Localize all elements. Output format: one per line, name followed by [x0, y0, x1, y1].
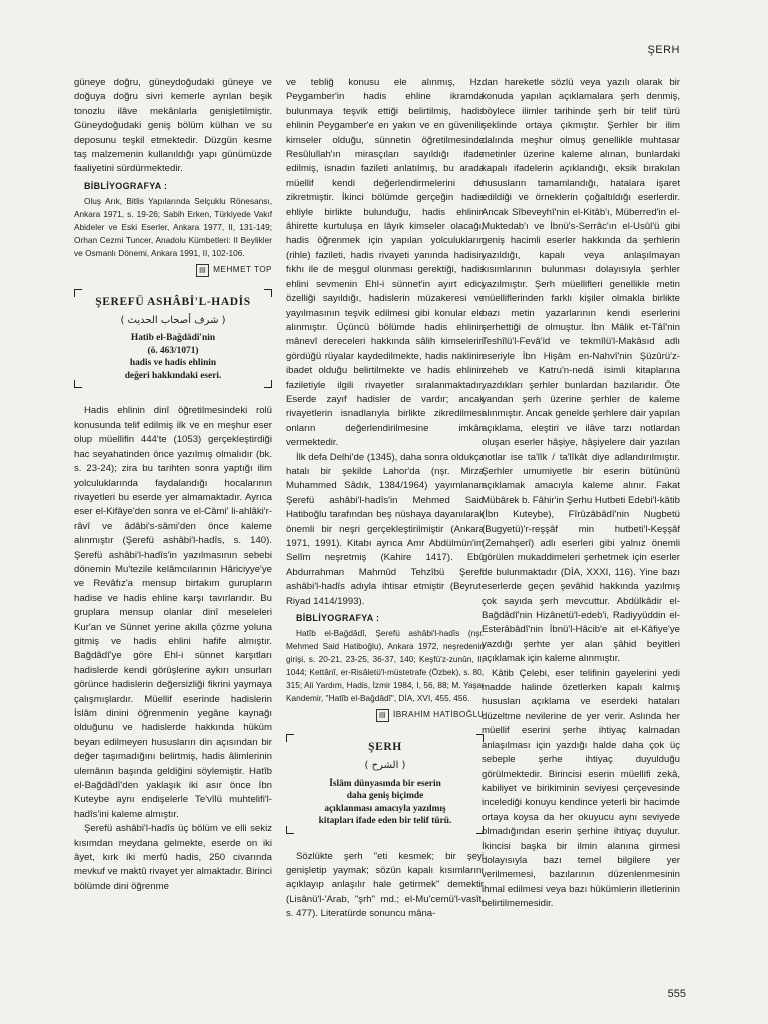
paragraph: Hadis ehlinin dinî öğretilmesindeki rolü konusunda telif edilmiş ilk ve en meşhur eser olup müellifin 444'te (1053) gerçekleştirdiği hac seyahatinden önce yazılmış olmalıdır (bk. s. 23-24); zira bu tarihten sonra yaptığı ilim yolculuklarında faydalandığı hocalarının rivayetleri bu eserde yer almamaktadır. Ayrıca eser el-Kifâye'den sonra ve el-Câmi' li-ahlâki'r-râvî ve âdâbi's-sâmi'den önce kaleme alınmıştır (Şerefü ashâbi'l-hadîs, s. 140). Şerefü ashâbi'l-hadîs'in yazılmasının sebebi dönemin Mu'tezile kelâmcılarının Hâriciyye'ye ve Revâfız'a mensup birtakım gurupların hadise ve hadis ehline karşı tavırlarıdır. Bu gruplara mensup olanlar dinî meseleleri Kur'an ve Sünnet yerine akılla çözme yoluna gitmiş ve hadis ehlini hafife almıştır. Bağdâdî'ye göre Ehl-i sünnet karşıtları hadislerde kendi görüşlerine aykırı unsurları görünce hadislerin değersizliği fikrini yaymaya çalışmışlardır. Müellif eserinde hadislerin İslâm dinini öğrenmenin yegâne kaynağı olduğunu ve hadislerde hakkında hüküm beyan edilmeyen hususların din açısından bir değer taşımadığını belirtmiş, hadis âlimlerinin ulemânın başında geldiğini söylemiştir. Hatîb el-Bağdâdî'den yaklaşık iki asır önce İbn Kuteybe aynı endişelerle Te'vîlü muhtelifi'l-hadîs'ini kaleme almıştır.: [74, 405, 272, 820]
entry-subtitle-line: daha geniş biçimde: [346, 791, 424, 802]
entry-subtitle-line: kitapları ifade eden bir telif türü.: [318, 816, 452, 827]
entry-header: [286, 734, 484, 834]
entry-title: ŞEREFÜ ASHÂBİ'L-HADİS: [95, 295, 251, 308]
entry-subtitle-line: değeri hakkındaki eseri.: [124, 370, 222, 381]
bibliography-heading: BİBLİYOGRAFYA :: [84, 180, 168, 191]
encyclopedia-logo-icon: ▤: [376, 709, 389, 722]
entry-header: [74, 289, 272, 389]
entry-arabic-title: ( شرف أصحاب الحديث ): [120, 315, 226, 327]
author-signature: [286, 707, 484, 721]
entry-subtitle-line: hadis ve hadis ehlinin: [129, 358, 217, 369]
bibliography: Oluş Arık, Bitlis Yapılarında Selçuklu Rönesansı, Ankara 1971, s. 19-26; Sabih Erken, Türkiyede Vakıf Abideler ve Eski Eserler, Ankara 1977, II, 131-149; Orhan Cezmi Tuncer, Anadolu Kümbetleri: II Beylikler ve Osmanlı Dönemi, Ankara 1991, II, 102-106.: [74, 196, 272, 259]
paragraph: güneye doğru, güneydoğudaki güneye ve doğuya doğru sivri kemerle ayrılan beşik tonozlu ilâve mekânlarla genişletilmiştir. Güneydoğudaki geniş bölüm külhan ve su deposunu teşkil etmektedir. Düzgün kesme taş malzemenin kullanıldığı yapı günümüzde faaliyetini sürdürmektedir.: [74, 77, 272, 175]
column-3: [482, 76, 680, 912]
paragraph: dan hareketle sözlü veya yazılı olarak bir konuda yapılan açıklamalara şerh denmiş, böylece ilimler tarihinde şerh bir telif türü şeklinde ortaya çıkmıştır. Şerhler bir ilim dalında meşhur olmuş genellikle muhtasar metinler üzerine kaleme alınan, bunlardaki kapalı ifadelerin açıklandığı, eksik bırakılan hususların tamamlandığı, hatalara işaret edildiği ve örneklerin çoğaltıldığı eserlerdir. Ancak Sîbeveyhî'nin el-Kitâb'ı, Müberred'in el-Muktedab'ı ve İbnü's-Serrâc'ın el-Usûl'ü gibi geniş hacimli eserler hakkında da şerhlerin yazıldığı, kapalı veya anlaşılmayan kısımlarının bulunması dolayısıyla şerhler yazılmıştır. Şerh müellifleri genellikle metin müelliflerinden farklı kişiler olmakla birlikte bazı metin yazarlarının kendi eserlerini şerhettiği de olmuştur. İbn Mâlik et-Tâî'nin Teshîlü'l-Fevâ'id ve tekmîlü'l-Makâsıd adlı eseriyle İbn Hişâm en-Nahvî'nin Şüzûrü'z-zeheb ve Katru'n-nedâ isimli kitaplarına yazdıkları şerhler bunlardan bazılarıdır. Öte yandan şerh üzerine şerhler de kaleme alınmıştır. Ancak genelde şerhlere dair yapılan açıklama, eleştiri ve ilâve tarzı notlardan oluşan eserler hâşiye, hâşiyelere dair yazılan notlar ise ta'lîk / ta'lîkât diye adlandırılmıştır. Şerhler umumiyetle bir eserin bütününü açıklamak amacıyla kaleme alınır. Fakat Mübârek b. Fâhir'in Şerhu Hutbeti Edebi'l-kâtib (İbn Kuteybe), Fîrûzâbâdî'nin Nugbetü (Bugyetü)'r-reşşâf min hutbeti'l-Keşşâf (Zemahşerî) adlı eserleri gibi yalnız önemli görülen mukaddimeleri şerhetmek için eserler de bulunmaktadır (DİA, XXXI, 116). Yine bazı eserlerde geçen şevâhid hakkında yazılmış çok sayıda şerh mevcuttur. Abdülkâdir el-Bağdâdî'nin Hizânetü'l-edeb'i, Radiyyüddin el-Esterâbâdî'nin İbnü'l-Hâcib'e ait el-Kâfiye'ye yazdığı şerhte yer alan şâhid beyitleri açıklamak için kaleme alınmıştır.: [482, 77, 680, 665]
bibliography: Hatîb el-Bağdâdî, Şerefü ashâbi'l-hadîs (nşr. Mehmed Said Hatiboğlu), Ankara 1972, neşredenin girişi, s. 20-21, 23-25, 36-37, 140; Keşfü'z-zunûn, II, 1044; Kettânî, er-Risâletü'l-müstetrafe (Özbek), s. 80, 315; Ali Yardım, Hadis, İzmir 1984, I, 56, 88; M. Yaşar Kandemir, "Hatîb el-Bağdâdî", DİA, XVI, 455, 456.: [286, 628, 484, 704]
running-head: ŞERH: [647, 44, 680, 56]
paragraph: ve tebliğ konusu ele alınmış, Hz. Peygamber'in hadis ehline ikramda bulunmaya teşvik ettiği belirtilmiş, hadis ehlinin Peygamber'e en yakın ve en güvenilir kimseler olduğu, sünnetin öğretilmesinde Resûlullah'ın mirasçıları sayıldığı ifade edilmiş, isnadın fazileti anlatılmış, bu arada müellif kendi değerlendirmelerini de zikretmiştir. İkinci bölümde gerçeğin hadis ehliyle birlikte bulunduğu, hadis ehlinin âhirette kurtuluşa en lâyık kimseler olacağı, hadis öğrenmek için yapılan yolculukların (rihle) fazileti, hadis rivayeti yanında hadisin fıkhı ile de meşgul olunması gerektiği, hadis ehlini sevmenin Ehl-i sünnet'in ayırt edici özelliği sayıldığı, hadislerin müzakeresi ve yayılmasının teşvik edilmesi gibi konular ele alınmıştır. Üçüncü bölümde hadis ehlinin mânevî dereceleri hakkında sâlih kimselerin gördüğü rüyalar kaydedilmekte, hadis naklinin ibadet olduğu belirtilmekte ve hadis ehlinin faziletiyle ilgili rivayetler sıralanmaktadır. Eserde zayıf hadisler de vardır; ancak rivayetlerin isnadlarıyla birlikte zikredilmesi onların değerlendirilmesine imkân vermektedir.: [286, 77, 484, 449]
column-2: [286, 76, 484, 922]
entry-subtitle-line: İslâm dünyasında bir eserin: [329, 778, 441, 789]
entry-subtitle-line: açıklanması amacıyla yazılmış: [324, 803, 446, 814]
paragraph: Sözlükte şerh "eti kesmek; bir şeyi genişletip yaymak; sözün kapalı kısımlarını açıklayıp anlaşılır hale getirmek" demektir (Lisânü'l-'Arab, "şrh" md.; el-Mu'cemü'l-vasît, s. 477). Literatürde sonuncu mâna-: [286, 850, 484, 920]
bibliography-heading: BİBLİYOGRAFYA :: [296, 613, 380, 624]
entry-subtitle-line: Hatib el-Bağdâdî'nin: [130, 333, 216, 344]
paragraph: Şerefü ashâbi'l-hadîs üç bölüm ve elli sekiz kısımdan meydana gelmekte, eserde on iki âyet, kırk iki merfû hadis, 250 civarında mevkuf ve maktû rivayet yer almaktadır. Birinci bölümde dini öğrenme: [74, 823, 272, 892]
encyclopedia-logo-icon: ▤: [196, 264, 209, 277]
author-name: MEHMET TOP: [213, 264, 272, 275]
entry-title: ŞERH: [368, 740, 402, 753]
column-1: [74, 76, 272, 894]
entry-arabic-title: ( الشرح ): [364, 760, 406, 772]
page-number: 555: [667, 988, 686, 1000]
author-name: İBRAHİM HATİBOĞLU: [392, 709, 484, 720]
paragraph: Kâtib Çelebi, eser telifinin gayelerini yedi madde halinde özetlerken kapalı kalmış hususları açıklama ve eserdeki hataları düzeltme nevilerine de yer verir. Aslında her müellif eserini şerhe ihtiyaç kalmadan anlaşılması için yazdığı halde daha çok üç sebeple şerhe ihtiyaç duyulduğu görülmektedir. Birincisi eserin müellifi zekâ, kabiliyet ve birikiminin seviyesi çerçevesinde incelediği konuyu kendince yeterli bir hacimde ortaya koysa da her okuyucu aynı seviyede olmadığından eserin şerhine ihtiyaç duyulur. İkincisi başka bir ilmin alanına girmesi dolayısıyla bazı temel bilgilere yer verilmemesi, bazılarının düzenlenmesinin ihmal edilmesi veya bazı hükümlerin illetlerinin belirtilmemesidir.: [482, 667, 680, 910]
author-signature: [74, 262, 272, 276]
paragraph: İlk defa Delhi'de (1345), daha sonra oldukça hatalı bir şekilde Lahor'da (nşr. Mirza Muhammed Sâdık, 1384/1964) yayımlanan Şerefü ashâbi'l-hadîs'in Mehmed Said Hatiboğlu tarafından beş nüshaya dayanılarak önemli bir neşri gerçekleştirilmiştir (Ankara 1971, 1991). Kitabı ayrıca Amr Abdülmün'im Selîm neşretmiş (Kahire 1417). Ebû Abdurrahman Mahmûd Tehzîbü Şerefi ashâbi'l-hadîs adıyla ihtisar etmiştir (Beyrut-Riyad 1414/1993).: [286, 451, 484, 607]
entry-subtitle-line: (ö. 463/1071): [147, 345, 199, 356]
